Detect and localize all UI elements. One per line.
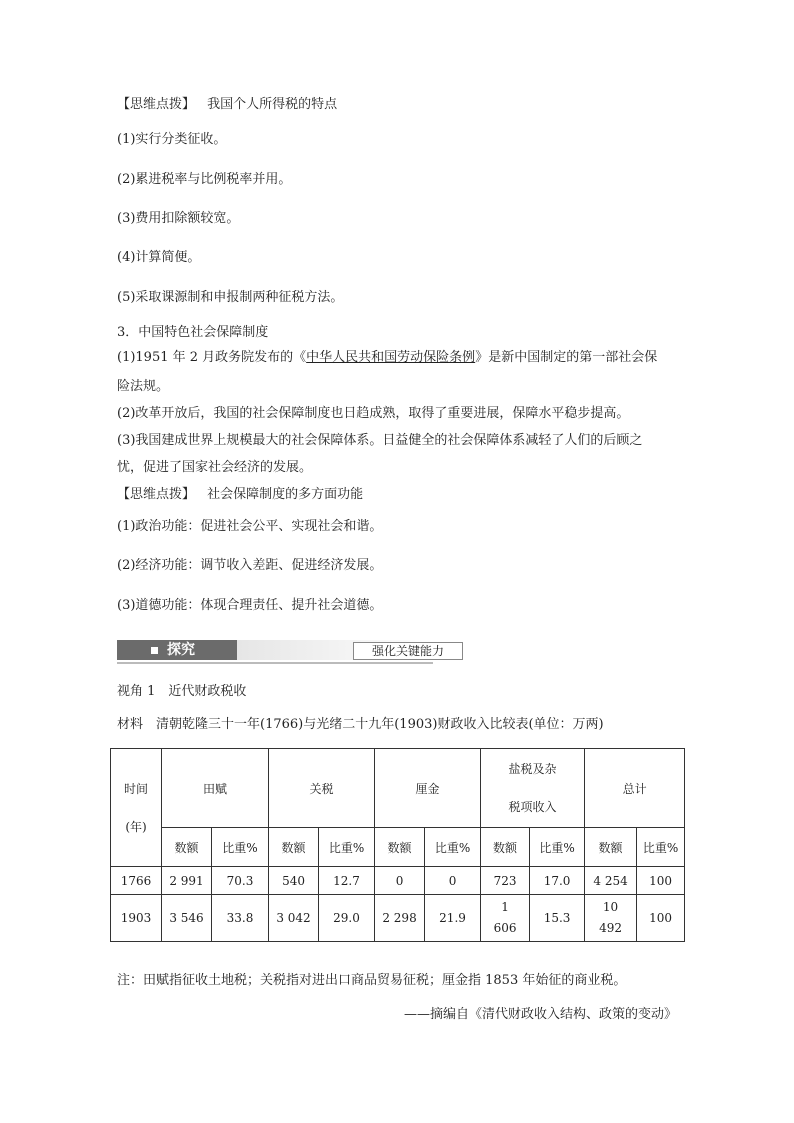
subheader-ratio: 比重% (530, 828, 585, 867)
source-citation: ——摘编自《清代财政收入结构、政策的变动》 (403, 1007, 677, 1022)
list-item: (1)政治功能：促进社会公平、实现社会和谐。 (117, 519, 383, 534)
row-year: 1903 (111, 895, 162, 942)
tip-label: 【思维点拨】 (117, 97, 196, 112)
tip-heading-social-security (117, 486, 363, 504)
table-cell: 1 606 (481, 895, 530, 942)
paragraph-1: (1)1951 年 2 月政务院发布的《中华人民共和国劳动保险条例》是新中国制定的第一部社会保 (117, 350, 658, 365)
list-item: (3)道德功能：体现合理责任、提升社会道德。 (117, 598, 383, 613)
table-cell: 723 (481, 867, 530, 895)
table-cell: 100 (637, 895, 685, 942)
header-salt-tax: 盐税及杂 税项收入 (481, 749, 585, 828)
table-cell: 4 254 (585, 867, 637, 895)
explore-subtitle: 强化关键能力 (353, 642, 463, 660)
subheader-ratio: 比重% (425, 828, 481, 867)
paragraph-3: (3)我国建成世界上规模最大的社会保障体系。日益健全的社会保障体系减轻了人们的后顾之 (117, 433, 643, 448)
table-cell: 0 (375, 867, 425, 895)
table-row (111, 895, 685, 942)
table-cell: 2 298 (375, 895, 425, 942)
material-caption: 材料 清朝乾隆三十一年(1766)与光绪二十九年(1903)财政收入比较表(单位：万两) (117, 717, 604, 732)
header-time: 时间 (年) (111, 749, 162, 867)
subheader-ratio: 比重% (319, 828, 375, 867)
tip-heading-text: 我国个人所得税的特点 (207, 97, 338, 112)
explore-label-block (117, 640, 237, 660)
table-cell: 10 492 (585, 895, 637, 942)
header-lijin: 厘金 (375, 749, 481, 828)
square-bullet-icon (151, 647, 158, 654)
table-cell: 12.7 (319, 867, 375, 895)
table-row (111, 867, 685, 895)
tip-heading-income-tax (117, 96, 337, 114)
explore-label: 探究 (167, 642, 195, 658)
subheader-ratio: 比重% (637, 828, 685, 867)
section-title: 3．中国特色社会保障制度 (117, 325, 269, 340)
subheader-amount: 数额 (269, 828, 319, 867)
subheader-amount: 数额 (375, 828, 425, 867)
list-item: (5)采取课源制和申报制两种征税方法。 (117, 290, 344, 305)
subheader-amount: 数额 (481, 828, 530, 867)
header-total: 总计 (585, 749, 685, 828)
header-guanshui: 关税 (269, 749, 375, 828)
paragraph-2: (2)改革开放后，我国的社会保障制度也日趋成熟，取得了重要进展，保障水平稳步提高。 (117, 406, 630, 421)
table-cell: 2 991 (162, 867, 212, 895)
bar-underline (117, 662, 433, 664)
table-cell: 29.0 (319, 895, 375, 942)
table-cell: 21.9 (425, 895, 481, 942)
table-cell: 0 (425, 867, 481, 895)
subheader-amount: 数额 (162, 828, 212, 867)
row-year: 1766 (111, 867, 162, 895)
revenue-table (110, 748, 685, 942)
view-heading: 视角 1 近代财政税收 (117, 684, 247, 699)
table-note: 注：田赋指征收土地税；关税指对进出口商品贸易征税；厘金指 1853 年始征的商业税。 (117, 973, 627, 988)
table-cell: 540 (269, 867, 319, 895)
tip-label: 【思维点拨】 (117, 487, 196, 502)
subheader-ratio: 比重% (212, 828, 269, 867)
list-item: (2)经济功能：调节收入差距、促进经济发展。 (117, 558, 383, 573)
table-cell: 3 546 (162, 895, 212, 942)
list-item: (1)实行分类征收。 (117, 132, 227, 147)
table-cell: 3 042 (269, 895, 319, 942)
table-cell: 70.3 (212, 867, 269, 895)
paragraph-3-cont: 忧，促进了国家社会经济的发展。 (117, 460, 313, 475)
table-cell: 15.3 (530, 895, 585, 942)
table-cell: 17.0 (530, 867, 585, 895)
subheader-amount: 数额 (585, 828, 637, 867)
list-item: (4)计算简便。 (117, 250, 201, 265)
law-link[interactable]: 中华人民共和国劳动保险条例 (306, 350, 476, 365)
explore-section-bar (117, 638, 444, 664)
paragraph-1-cont: 险法规。 (117, 379, 170, 394)
list-item: (2)累进税率与比例税率并用。 (117, 172, 292, 187)
table-cell: 100 (637, 867, 685, 895)
list-item: (3)费用扣除额较宽。 (117, 211, 240, 226)
table-cell: 33.8 (212, 895, 269, 942)
header-tianfu: 田赋 (162, 749, 269, 828)
tip-heading-text: 社会保障制度的多方面功能 (207, 487, 364, 502)
